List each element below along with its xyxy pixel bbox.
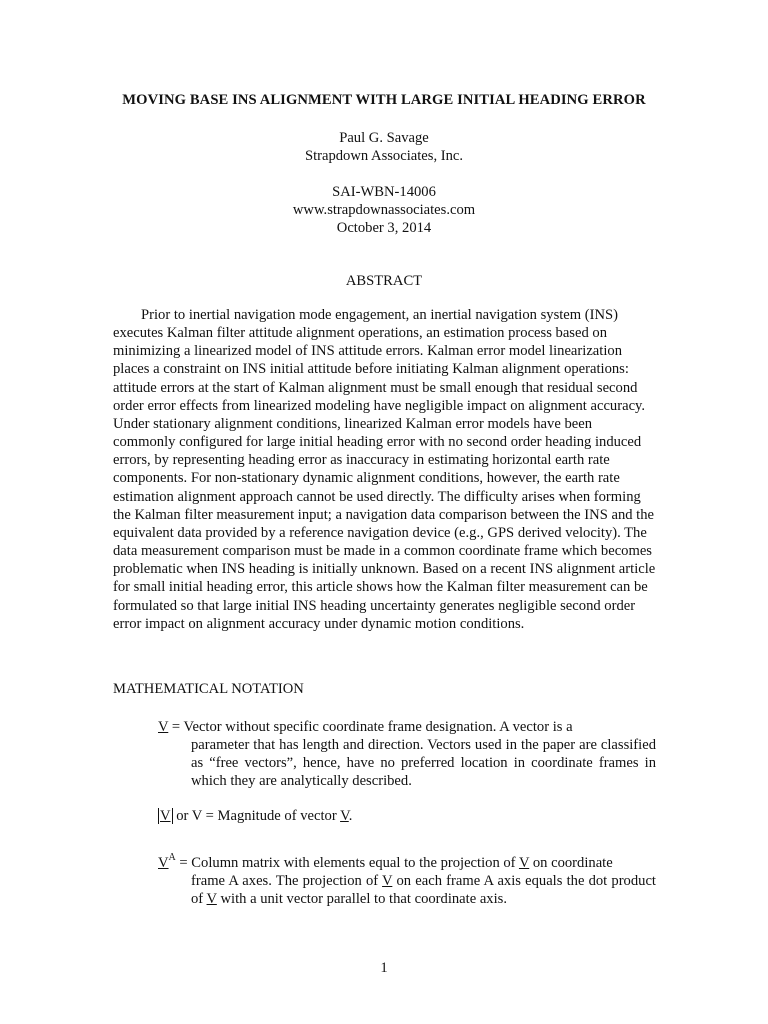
notation-definition-magnitude <box>158 807 656 825</box>
abstract-body: Prior to inertial navigation mode engagement, an inertial navigation system (INS) executes Kalman filter attitude alignment operations, an estimation process based on minimizing a linearized model of INS attitude errors. Kalman error model linearization places a constraint on INS initial attitude before initiating Kalman alignment operations: attitude errors at the start of Kalman alignment must be small enough that residual second order error effects from linearized modeling have negligible impact on alignment accuracy. Under stationary alignment conditions, linearized Kalman error models have been commonly configured for large initial heading error with no second order heading induced errors, by representing heading error as inaccuracy in estimating horizontal earth rate components. For non-stationary dynamic alignment conditions, however, the earth rate estimation alignment approach cannot be used directly. The difficulty arises when forming the Kalman filter measurement input; a navigation data comparison between the INS and the equivalent data provided by a reference navigation device (e.g., GPS derived velocity). The data measurement comparison must be made in a common coordinate frame which becomes problematic when INS heading is initially unknown. Based on a recent INS alignment article for small initial heading error, this article shows how the Kalman filter measurement can be formulated so that large initial INS heading uncertainty generates negligible second order error impact on alignment accuracy under dynamic motion conditions. <box>113 307 656 632</box>
definition-lead: = Vector without specific coordinate frame designation. A vector is a <box>168 719 573 735</box>
cont-part-b: on each frame A axis equals the dot product of <box>191 873 656 907</box>
vector-symbol: V <box>340 808 349 824</box>
magnitude-end: . <box>348 808 353 824</box>
author-name: Paul G. Savage <box>339 130 429 146</box>
publication-date: October 3, 2014 <box>336 220 432 236</box>
page-number: 1 <box>380 960 388 976</box>
report-number: SAI-WBN-14006 <box>332 184 436 200</box>
paper-title: MOVING BASE INS ALIGNMENT WITH LARGE INITIAL HEADING ERROR <box>122 92 646 108</box>
author-affiliation: Strapdown Associates, Inc. <box>304 148 464 164</box>
vector-symbol: V <box>518 855 530 871</box>
definition-lead-a: = Column matrix with elements equal to the projection of <box>175 855 519 871</box>
definition-continuation: parameter that has length and direction. Vectors used in the paper are classified as “free vectors”, hence, have no preferred location in coordinate frames in which they are analytically described. <box>191 737 656 789</box>
notation-definition-vector <box>158 718 656 790</box>
abstract-heading: ABSTRACT <box>345 273 423 289</box>
magnitude-text: or V = Magnitude of vector <box>172 808 341 824</box>
vector-symbol: V <box>158 855 169 871</box>
magnitude-symbol: V <box>160 808 171 824</box>
frame-superscript: A <box>168 852 176 863</box>
website-link[interactable]: www.strapdownassociates.com <box>292 202 476 218</box>
vector-symbol: V <box>382 873 393 889</box>
cont-part-a: frame A axes. The projection of <box>191 873 383 889</box>
notation-heading: MATHEMATICAL NOTATION <box>113 681 304 697</box>
definition-continuation <box>158 872 656 908</box>
cont-part-c: with a unit vector parallel to that coordinate axis. <box>216 891 507 907</box>
definition-lead-b: on coordinate <box>529 855 613 871</box>
notation-definition-column-matrix <box>158 849 656 908</box>
vector-symbol: V <box>158 719 169 735</box>
vector-symbol: V <box>206 891 217 907</box>
